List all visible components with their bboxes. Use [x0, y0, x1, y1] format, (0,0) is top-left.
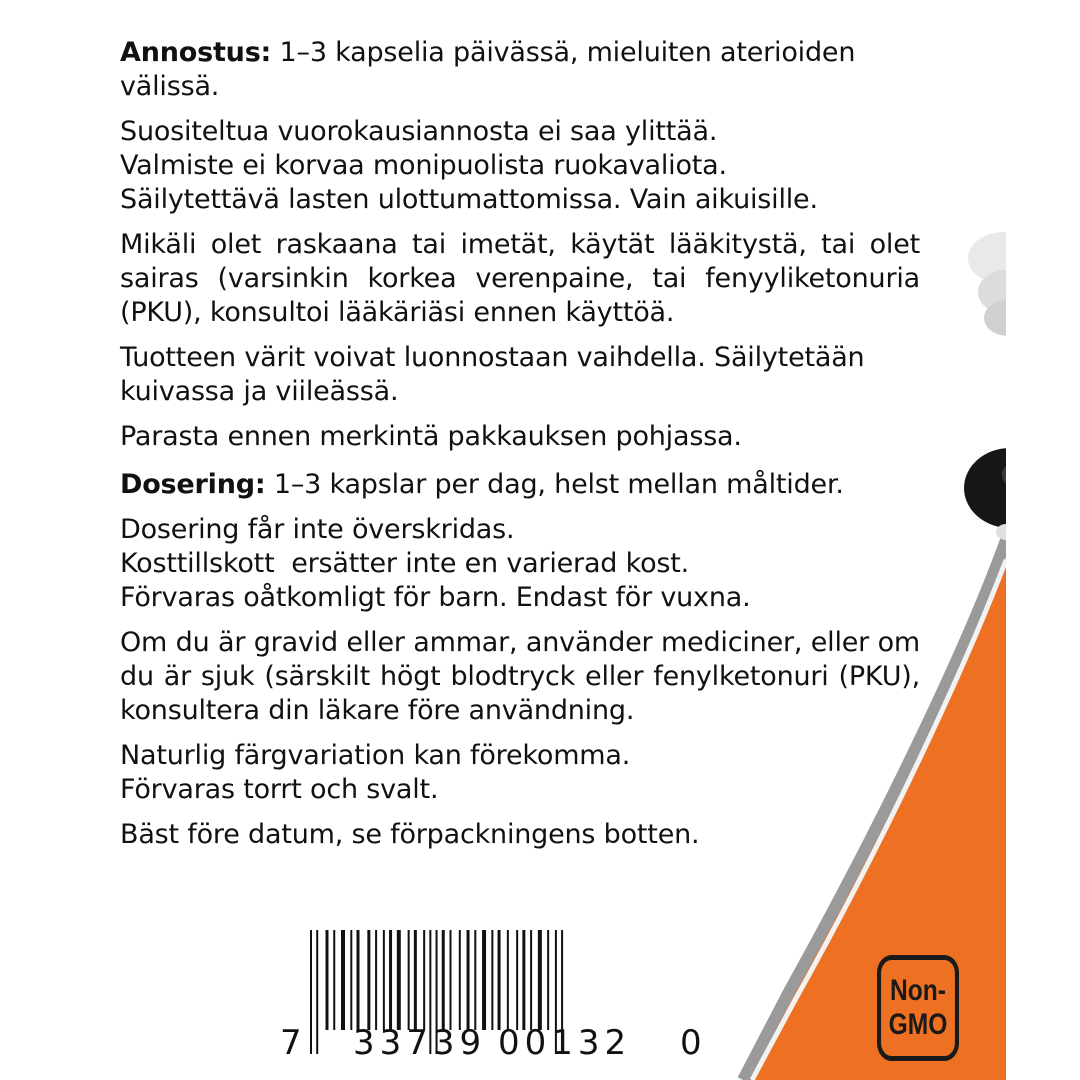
fi-best-before: Parasta ennen merkintä pakkauksen pohjassa. [120, 421, 742, 452]
fi-warnings [120, 115, 920, 217]
fi-warning-line: Valmiste ei korvaa monipuolista ruokavaliota. [120, 150, 727, 181]
fi-storage: Tuotteen värit voivat luonnostaan vaihdella. Säilytetään kuivassa ja viileässä. [120, 342, 865, 407]
barcode-bar [333, 930, 335, 1030]
barcode-bar [459, 930, 461, 1030]
barcode-bar [397, 930, 401, 1030]
barcode-bar [474, 930, 476, 1030]
barcode-bar [367, 930, 370, 1030]
barcode-bar [516, 930, 518, 1030]
fi-dosage-label: Annostus: [120, 37, 272, 68]
sv-storage-line: Naturlig färgvariation kan förekomma. [120, 740, 631, 771]
barcode-bar [423, 930, 425, 1030]
barcode-bar [408, 930, 410, 1030]
sv-warning-line: Förvaras oåtkomligt för barn. Endast för vuxna. [120, 582, 751, 613]
barcode-bar [507, 930, 509, 1030]
sv-storage-line: Förvaras torrt och svalt. [120, 774, 439, 805]
barcode-bar [326, 930, 329, 1030]
fi-dosage-text: 1–3 kapselia päivässä, mieluiten aterioiden välissä. [120, 37, 856, 102]
fi-dosage [120, 36, 920, 104]
fi-medical-advice: Mikäli olet raskaana tai imetät, käytät lääkitystä, tai olet sairas (varsinkin korkea verenpaine, tai fenyyliketonuria (PKU), konsultoi lääkäriäsi ennen käyttöä. [120, 229, 920, 328]
barcode-first-digit: 7 [280, 1023, 302, 1063]
barcode-bar [350, 930, 352, 1030]
product-label-text [120, 36, 920, 863]
barcode-bar [538, 930, 542, 1030]
sv-warning-line: Dosering får inte överskridas. [120, 514, 515, 545]
barcode-bar [482, 930, 486, 1030]
sv-storage [120, 739, 920, 807]
sv-dosage [120, 468, 920, 502]
barcode-bar [357, 930, 360, 1030]
fi-warning-line: Säilytettävä lasten ulottumattomissa. Vain aikuisille. [120, 184, 818, 215]
barcode-bar [316, 930, 318, 1054]
barcode-bar [547, 930, 549, 1030]
barcode-bar [310, 930, 312, 1054]
barcode-bar [530, 930, 532, 1030]
barcode-bar [498, 930, 501, 1030]
barcode-left-group: 33739 [353, 1023, 487, 1063]
barcode-bar [450, 930, 452, 1030]
non-gmo-line1: Non- [889, 974, 947, 1007]
barcode-last-digit: 0 [680, 1023, 702, 1063]
fi-warning-line: Suositeltua vuorokausiannosta ei saa ylittää. [120, 116, 718, 147]
barcode-bar [375, 930, 377, 1030]
non-gmo-badge [877, 955, 959, 1061]
barcode-bar [522, 930, 525, 1030]
barcode [280, 930, 702, 1063]
sv-warning-line: Kosttillskott ersätter inte en varierad kost. [120, 548, 690, 579]
barcode-bar [341, 930, 345, 1030]
barcode-bar [491, 930, 493, 1030]
barcode-bar [414, 930, 417, 1030]
barcode-bar [442, 930, 445, 1030]
barcode-bar [383, 930, 385, 1030]
barcode-bar [467, 930, 470, 1030]
sv-warnings [120, 513, 920, 615]
non-gmo-line2: GMO [888, 1008, 948, 1041]
barcode-bars [280, 930, 702, 1063]
sv-best-before: Bäst före datum, se förpackningens botten. [120, 819, 700, 850]
sv-dosage-text: 1–3 kapslar per dag, helst mellan måltider. [265, 469, 844, 500]
sv-medical-advice: Om du är gravid eller ammar, använder mediciner, eller om du är sjuk (särskilt högt blodtryck eller fenylketonuri (PKU), konsultera din läkare före användning. [120, 627, 920, 726]
barcode-bar [389, 930, 392, 1030]
barcode-right-group: 00132 [498, 1023, 632, 1063]
sv-dosage-label: Dosering: [120, 469, 266, 500]
